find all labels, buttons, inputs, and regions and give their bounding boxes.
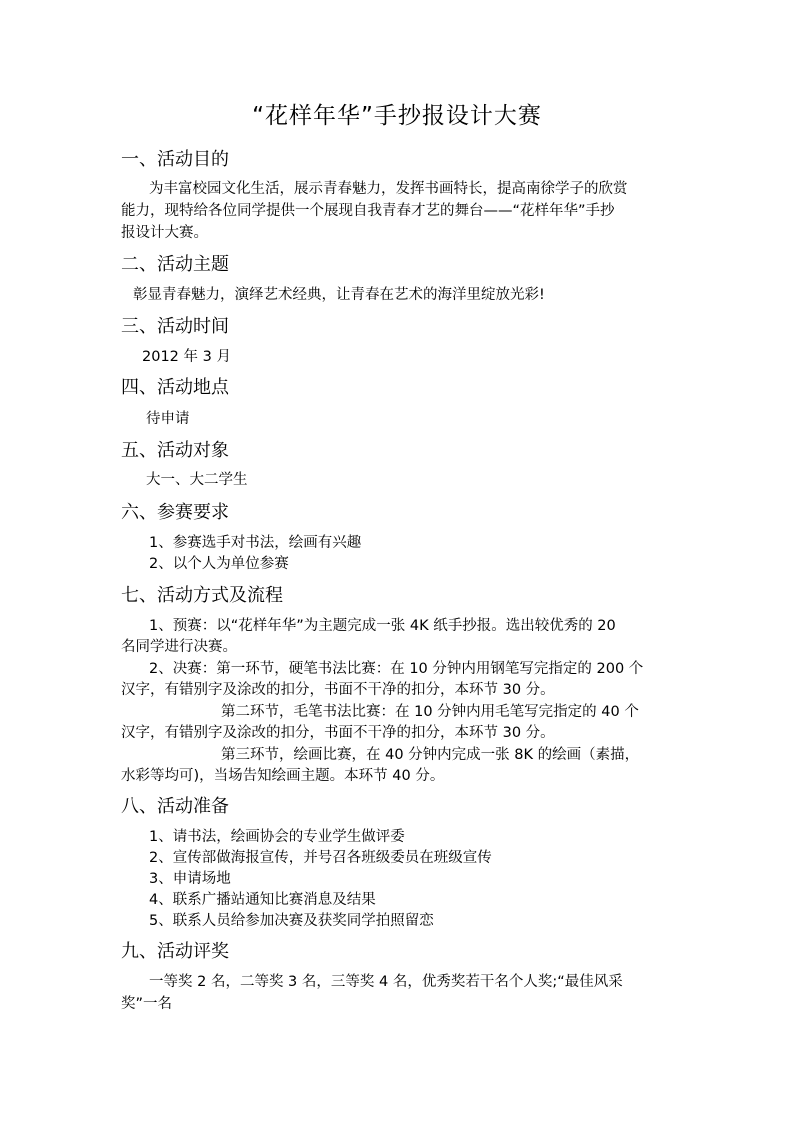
preparation-item-3: 3、申请场地 (149, 871, 231, 887)
heading-theme: 二、活动主题 (121, 254, 229, 275)
awards-line-2: 奖”一名 (121, 996, 173, 1012)
preparation-item-1: 1、请书法，绘画协会的专业学生做评委 (149, 829, 405, 845)
purpose-line-3: 报设计大赛。 (121, 225, 208, 241)
time-text: 2012 年 3 月 (142, 349, 231, 365)
awards-line-1: 一等奖 2 名，二等奖 3 名，三等奖 4 名，优秀奖若干名个人奖;“最佳风采 (149, 974, 623, 990)
purpose-line-2: 能力，现特给各位同学提供一个展现自我青春才艺的舞台——“花样年华”手抄 (121, 203, 615, 219)
heading-location: 四、活动地点 (121, 377, 229, 398)
requirement-item-2: 2、以个人为单位参赛 (149, 556, 289, 572)
process-line-3: 2、决赛：第一环节，硬笔书法比赛：在 10 分钟内用钢笔写完指定的 200 个 (149, 661, 644, 677)
audience-text: 大一、大二学生 (146, 472, 248, 488)
location-text: 待申请 (146, 411, 190, 427)
heading-purpose: 一、活动目的 (121, 149, 229, 170)
heading-audience: 五、活动对象 (121, 440, 229, 461)
heading-awards: 九、活动评奖 (121, 941, 229, 962)
process-line-4: 汉字，有错别字及涂改的扣分，书面不干净的扣分，本环节 30 分。 (121, 682, 555, 698)
requirement-item-1: 1、参赛选手对书法，绘画有兴趣 (149, 535, 362, 551)
process-line-2: 名同学进行决赛。 (121, 639, 237, 655)
preparation-item-4: 4、联系广播站通知比赛消息及结果 (149, 892, 376, 908)
process-line-7: 第三环节，绘画比赛，在 40 分钟内完成一张 8K 的绘画（素描， (221, 747, 640, 763)
heading-process: 七、活动方式及流程 (121, 585, 283, 606)
document-title: “花样年华”手抄报设计大赛 (252, 103, 542, 129)
heading-time: 三、活动时间 (121, 316, 229, 337)
process-line-8: 水彩等均可)，当场告知绘画主题。本环节 40 分。 (121, 768, 445, 784)
preparation-item-2: 2、宣传部做海报宣传，并号召各班级委员在班级宣传 (149, 850, 492, 866)
process-line-5: 第二环节，毛笔书法比赛：在 10 分钟内用毛笔写完指定的 40 个 (221, 704, 639, 720)
theme-text: 彰显青春魅力，演绎艺术经典，让青春在艺术的海洋里绽放光彩! (133, 287, 545, 303)
heading-preparation: 八、活动准备 (121, 796, 229, 817)
heading-requirements: 六、参赛要求 (121, 502, 229, 523)
process-line-6: 汉字，有错别字及涂改的扣分，书面不干净的扣分，本环节 30 分。 (121, 725, 555, 741)
preparation-item-5: 5、联系人员给参加决赛及获奖同学拍照留恋 (149, 913, 434, 929)
purpose-line-1: 为丰富校园文化生活，展示青春魅力，发挥书画特长，提高南徐学子的欣赏 (149, 181, 628, 197)
process-line-1: 1、预赛：以“花样年华”为主题完成一张 4K 纸手抄报。选出较优秀的 20 (149, 618, 616, 634)
